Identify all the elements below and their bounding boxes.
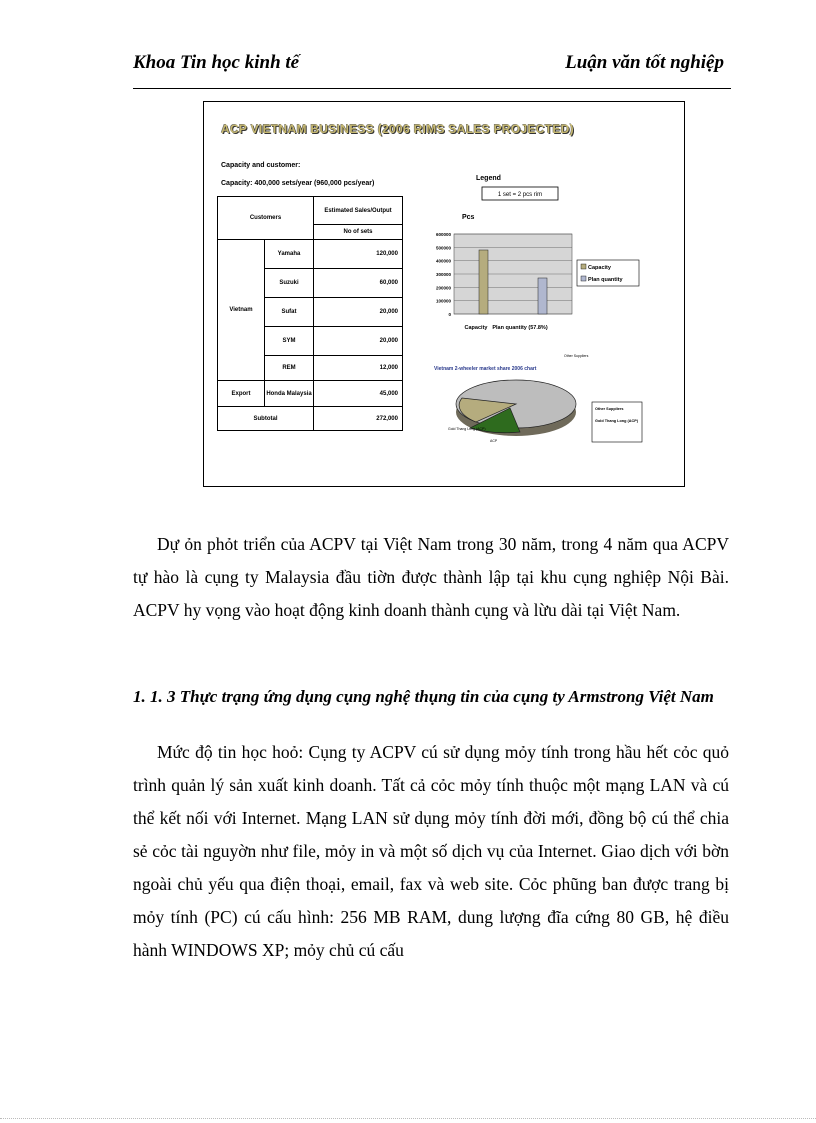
page-bottom-divider: [0, 1118, 816, 1119]
bar-xlabel-1: Plan quantity (57.8%): [492, 325, 548, 331]
figure-caption-2: Capacity: 400,000 sets/year (960,000 pcs/year): [221, 180, 375, 187]
subtotal-value: 272,000: [314, 407, 403, 431]
pie-legend-label: Gold Thang Long (ACP): [595, 419, 639, 423]
header-right: Luận văn tốt nghiệp: [565, 52, 724, 73]
bar-capacity: [479, 250, 488, 314]
row-value: 12,000: [314, 356, 403, 381]
bar-yticks: [436, 232, 452, 317]
bar-legend-label: Plan quantity: [588, 277, 623, 283]
legend-title: Legend: [476, 175, 501, 182]
sales-table: [217, 196, 403, 431]
th-estimated: Estimated Sales/Output: [314, 197, 403, 225]
legend-note: 1 set = 2 pcs rim: [497, 192, 543, 198]
row-name: Yamaha: [265, 240, 314, 269]
bar-ytick-label: 100000: [435, 298, 451, 304]
group-export: Export: [218, 381, 265, 407]
pie-label: Gold Thang Long (ACP): [448, 427, 486, 431]
figure-caption-1: Capacity and customer:: [221, 162, 301, 169]
bar-ytick-label: 500000: [435, 245, 451, 251]
row-name: REM: [265, 356, 314, 381]
charts-area: [414, 172, 674, 472]
pie-chart-title: Vietnam 2-wheeler market share 2006 chart: [434, 366, 537, 372]
bar-ytick-label: 0: [448, 312, 451, 317]
row-value: 20,000: [314, 298, 403, 327]
group-vietnam: Vietnam: [218, 240, 265, 381]
subtotal-label: Subtotal: [218, 407, 314, 431]
bar-xlabel-0: Capacity: [464, 325, 488, 331]
th-unit: No of sets: [314, 225, 403, 240]
row-name: Honda Malaysia: [265, 381, 314, 407]
paragraph-2: Mức độ tin học hoỏ: Cụng ty ACPV cú sử dụng mỏy tính trong hầu hết cỏc quỏ trình quản lý sản xuất kinh doanh. Tất cả cỏc mỏy tính thuộc một mạng LAN và cú thể kết nối với Internet. Mạng LAN sử dụng mỏy tính đời mới, đồng bộ cú thể chia sẻ cỏc tài nguyờn như file, mỏy in và một số dịch vụ của Internet. Giao dịch với bờn ngoài chủ yếu qua điện thoại, email, fax và web site. Cỏc phũng ban được trang bị mỏy tính (PC) cú cấu hình: 256 MB RAM, dung lượng đĩa cứng 80 GB, hệ điều hành WINDOWS XP; mỏy chủ cú cấu: [133, 742, 729, 960]
row-value: 20,000: [314, 327, 403, 356]
paragraph-1: Dự ỏn phỏt triển của ACPV tại Việt Nam trong 30 năm, trong 4 năm qua ACPV tự hào là cụng ty Malaysia đầu tiờn được thành lập tại khu cụng nghiệp Nội Bài. ACPV hy vọng vào hoạt động kinh doanh thành cụng và lừu dài tại Việt Nam.: [133, 534, 729, 620]
bar-chart-title: Pcs: [462, 214, 475, 221]
embedded-figure: [203, 101, 685, 487]
header-left: Khoa Tin học kinh tế: [133, 52, 300, 73]
bar-legend-label: Capacity: [588, 265, 611, 271]
pie-label: ACP: [490, 439, 498, 443]
bar-ytick-label: 200000: [435, 285, 451, 291]
section-heading: 1. 1. 3 Thực trạng ứng dụng cụng nghệ thụng tin của cụng ty Armstrong Việt Nam: [133, 687, 714, 706]
row-value: 60,000: [314, 269, 403, 298]
pie-label: Other Suppliers: [564, 354, 589, 358]
bar-plan-quantity: [538, 278, 547, 314]
th-customers: Customers: [218, 197, 314, 240]
bar-ytick-label: 400000: [435, 258, 451, 264]
row-name: Suzuki: [265, 269, 314, 298]
row-value: 45,000: [314, 381, 403, 407]
row-name: SYM: [265, 327, 314, 356]
header-divider: [133, 88, 731, 89]
row-value: 120,000: [314, 240, 403, 269]
figure-title: ACP VIETNAM BUSINESS (2006 RIMS SALES PROJECTED): [221, 122, 574, 136]
bar-ytick-label: 300000: [435, 272, 451, 277]
bar-legend-swatch: [581, 276, 586, 281]
bar-legend-swatch: [581, 264, 586, 269]
row-name: Sufat: [265, 298, 314, 327]
pie-legend-label: Other Suppliers: [595, 407, 624, 411]
bar-ytick-label: 600000: [435, 232, 451, 237]
